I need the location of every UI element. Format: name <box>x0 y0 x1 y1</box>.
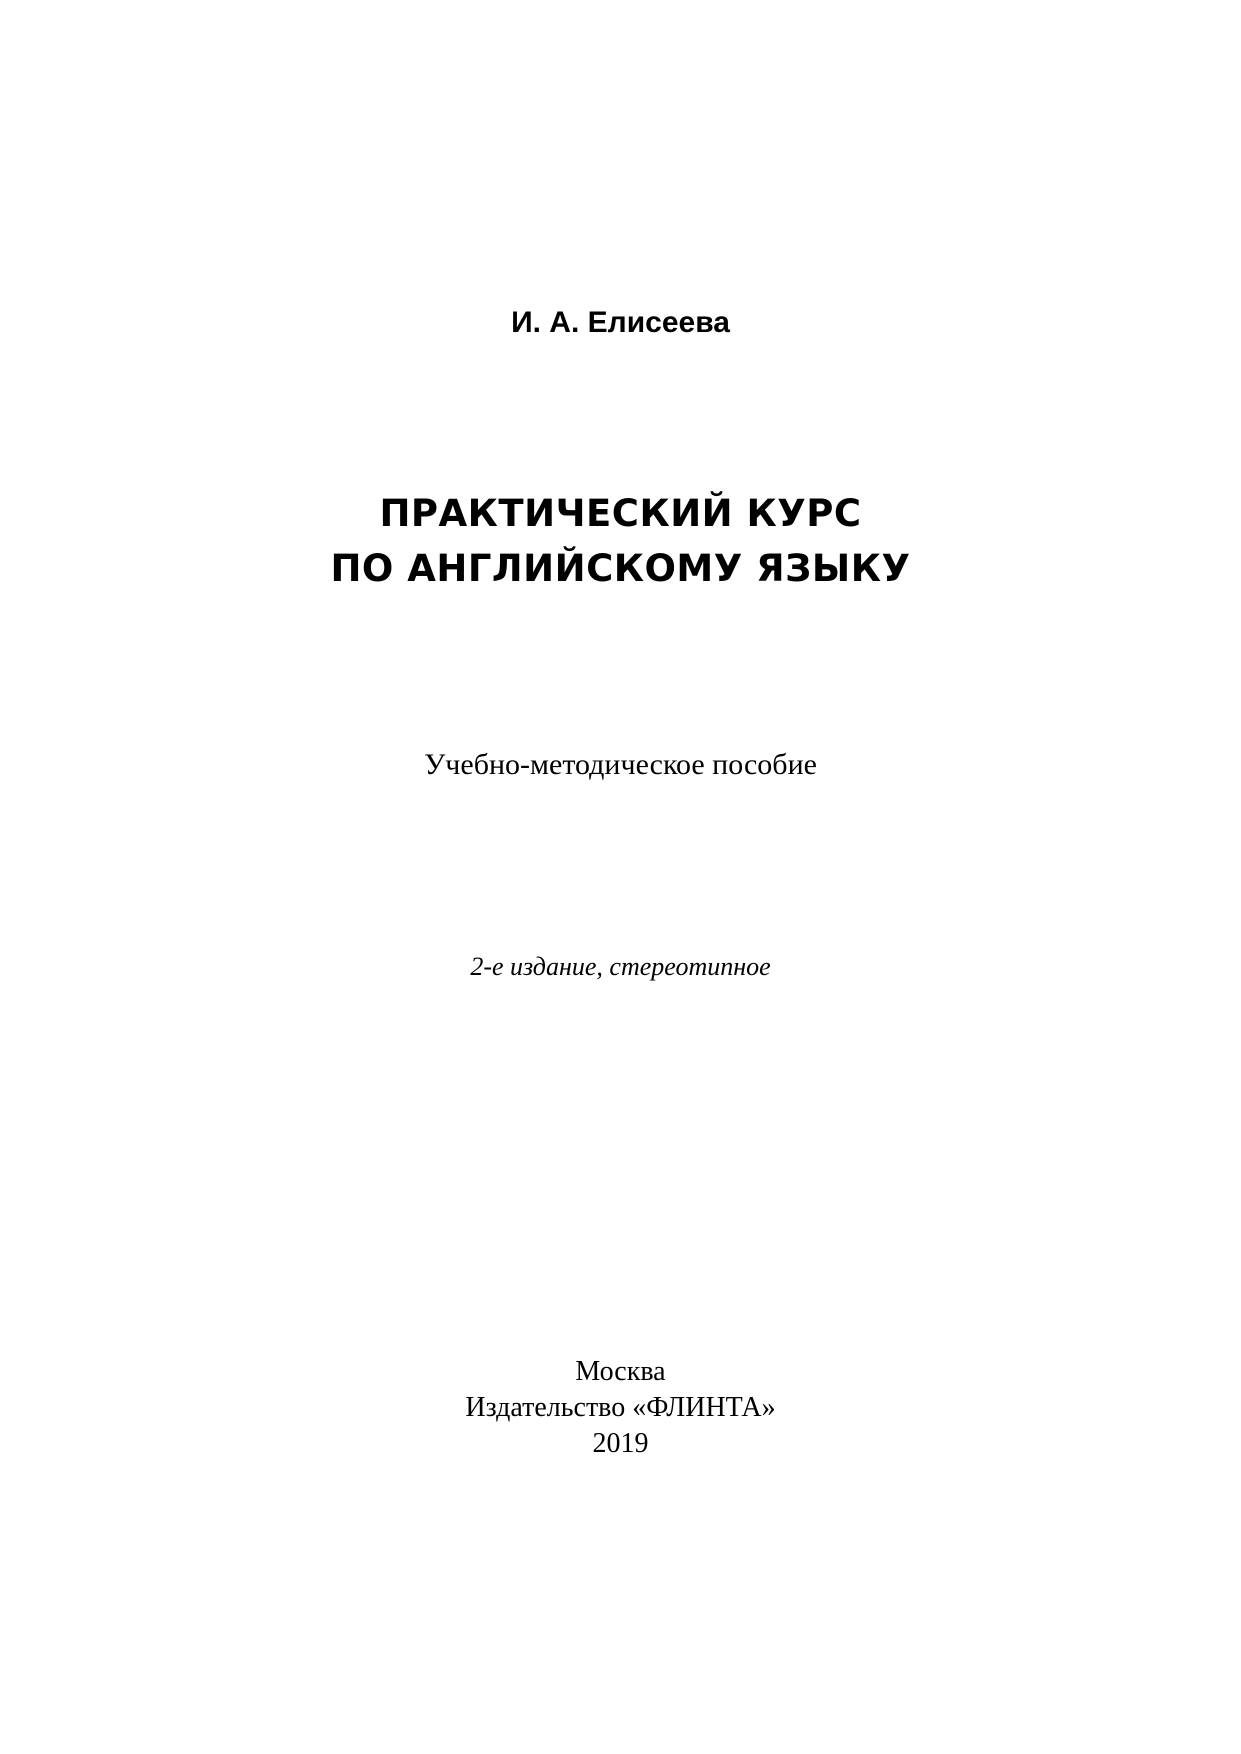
imprint-city: Москва <box>575 1356 666 1387</box>
title-line-2: ПО АНГЛИЙСКОМУ ЯЗЫКУ <box>330 547 911 590</box>
edition-note: 2-е издание, стереотипное <box>470 952 771 981</box>
author-name: И. А. Елисеева <box>511 306 730 339</box>
title-line-1: ПРАКТИЧЕСКИЙ КУРС <box>379 492 862 535</box>
imprint-publisher: Издательство «ФЛИНТА» <box>465 1392 776 1423</box>
book-subtitle: Учебно-методическое пособие <box>424 748 817 781</box>
imprint-year: 2019 <box>592 1428 649 1459</box>
